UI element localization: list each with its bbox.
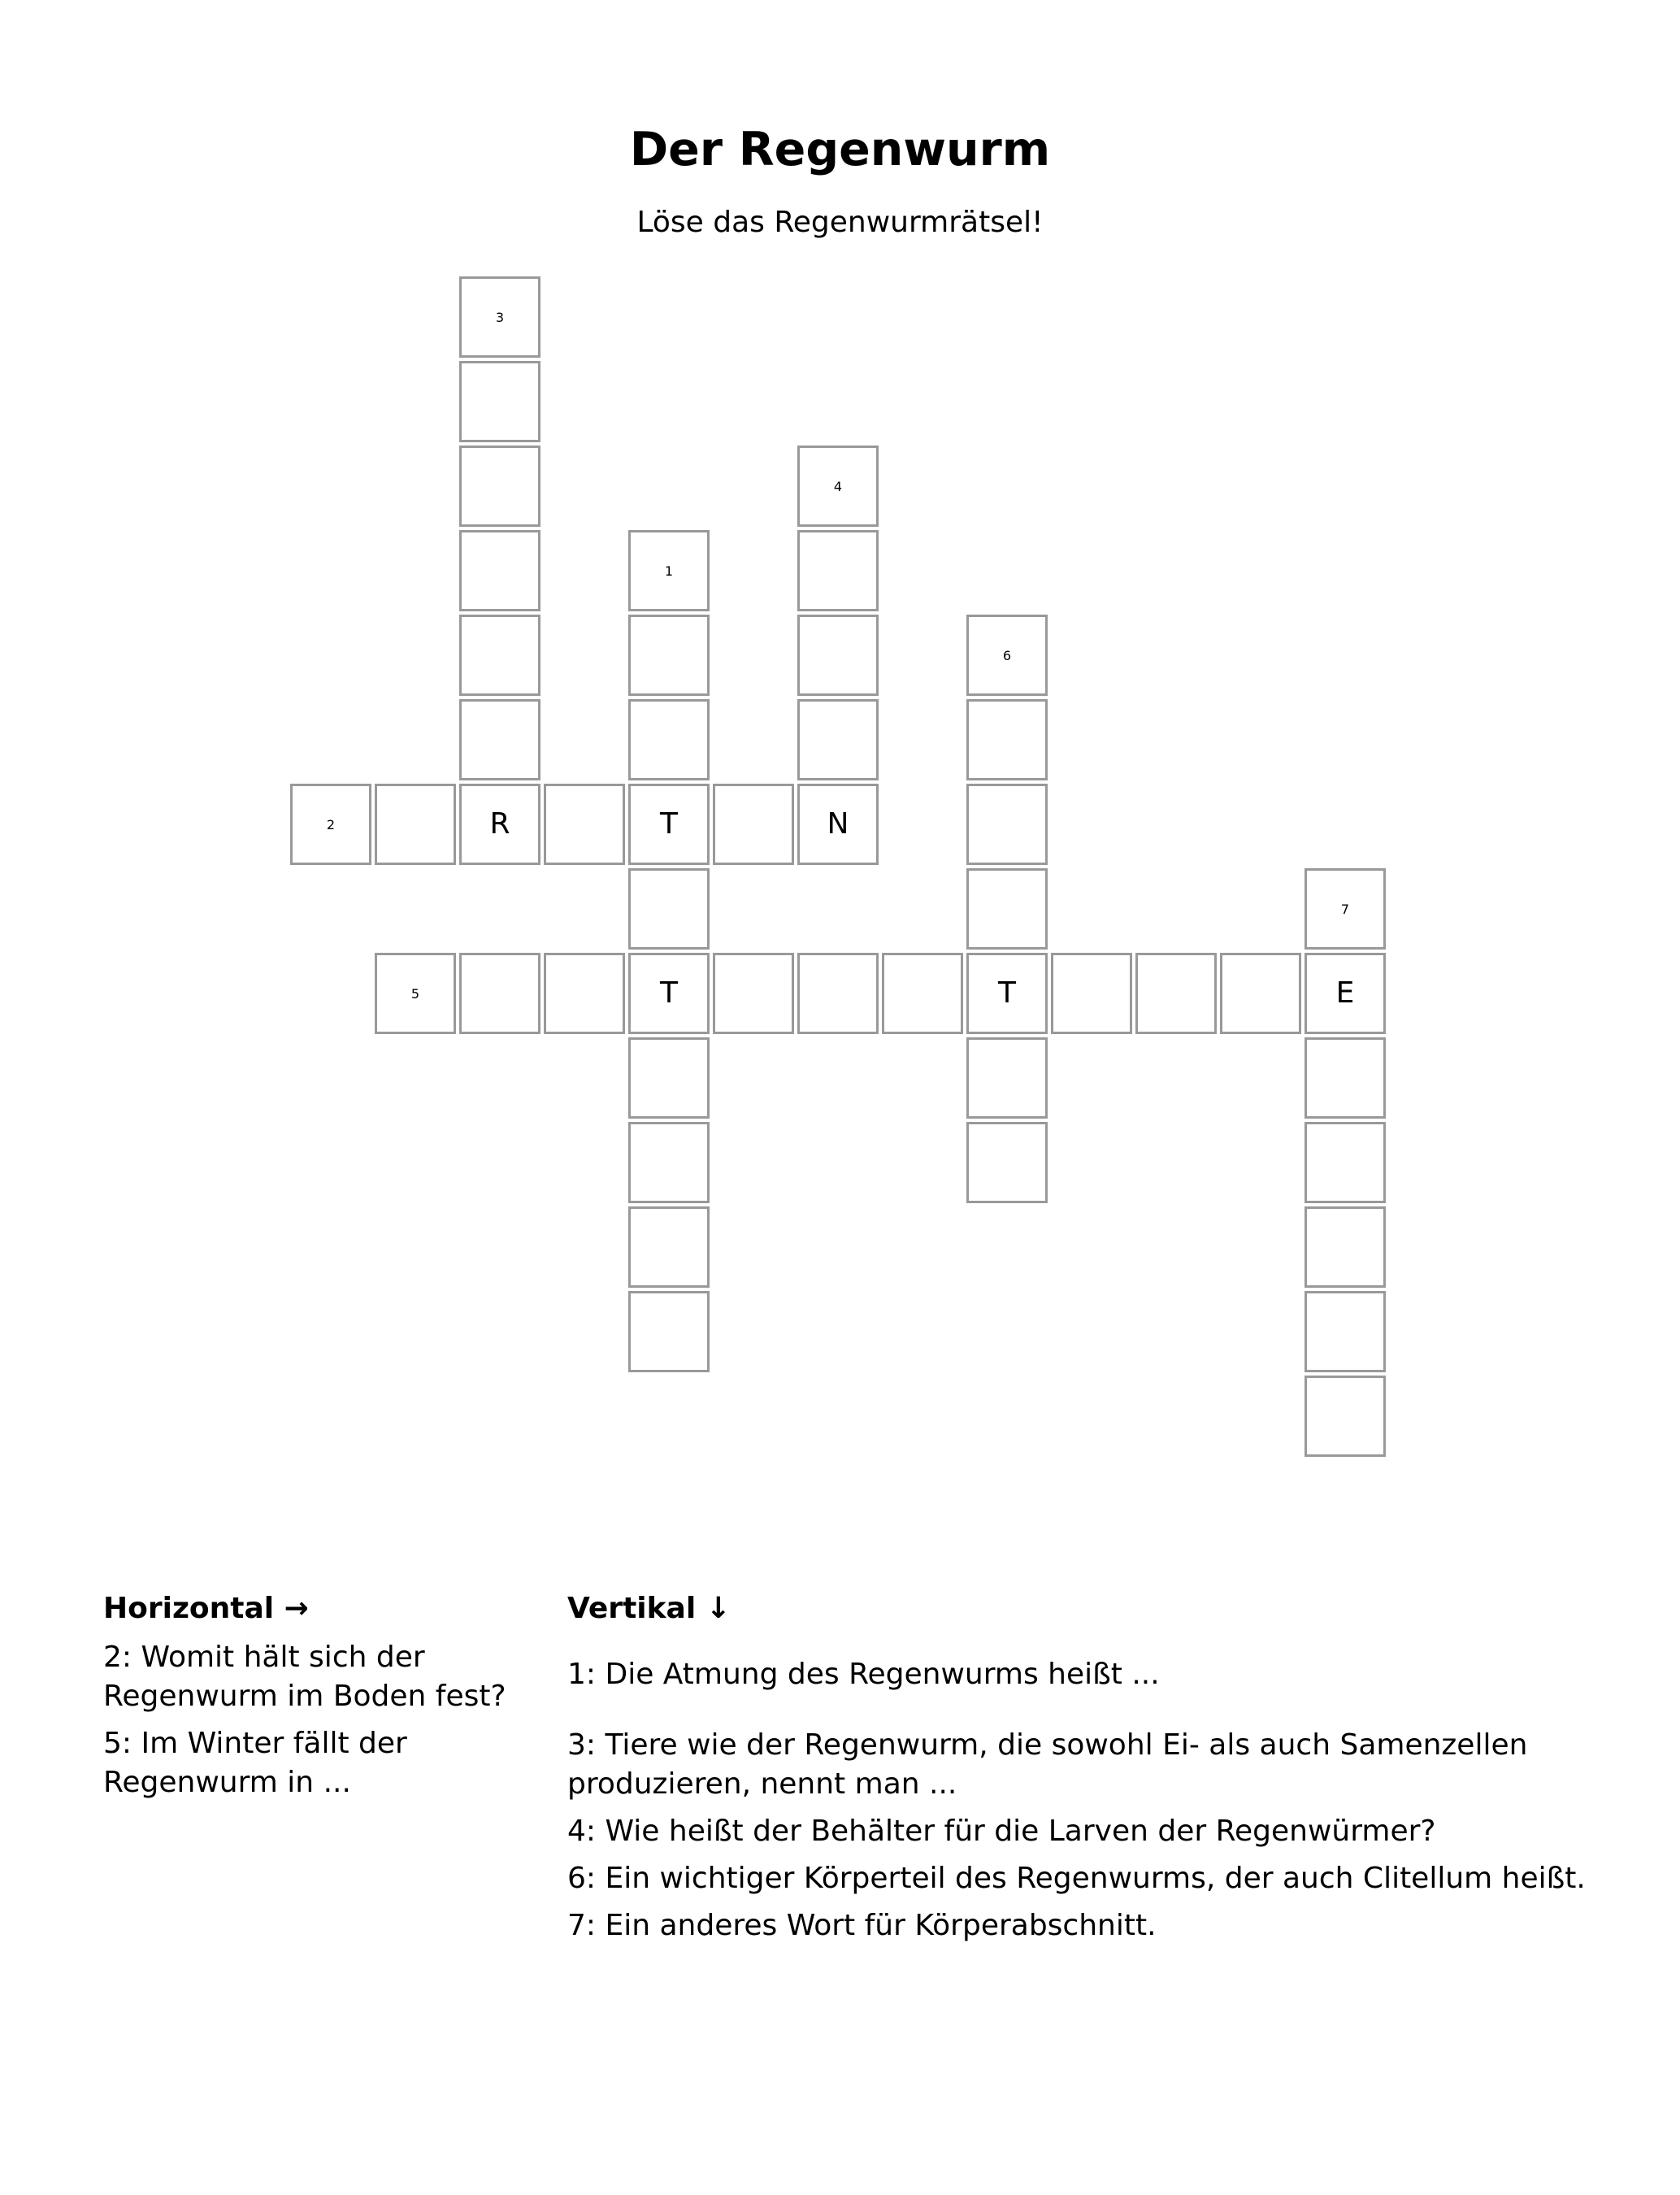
crossword-cell[interactable]: [375, 784, 456, 865]
clue-vertical-7: 7: Ein anderes Wort für Körperabschnitt.: [567, 1909, 1157, 1942]
crossword-cell[interactable]: [628, 615, 710, 696]
crossword-cell[interactable]: [797, 699, 879, 780]
crossword-cell[interactable]: [459, 276, 540, 358]
clue-horizontal-2: 2: Womit hält sich der Regenwurm im Boden fest?: [103, 1641, 506, 1713]
page-subtitle: Löse das Regenwurmrätsel!: [636, 206, 1044, 239]
crossword-cell[interactable]: [628, 1291, 710, 1372]
clue-number: 5: [410, 986, 420, 1002]
crossword-cell[interactable]: [797, 784, 879, 865]
clue-number: 2: [326, 817, 336, 832]
prefilled-letter: T: [660, 976, 678, 1010]
crossword-cell[interactable]: [797, 530, 879, 611]
crossword-cell[interactable]: [459, 361, 540, 442]
crossword-cell[interactable]: [1220, 953, 1301, 1034]
crossword-cell[interactable]: [628, 530, 710, 611]
prefilled-letter: N: [827, 807, 849, 841]
crossword-cell[interactable]: [966, 868, 1048, 950]
crossword-cell[interactable]: [1304, 868, 1386, 950]
horizontal-clue-list: [103, 1638, 542, 1802]
crossword-cell[interactable]: [459, 784, 540, 865]
clue-vertical-6: 6: Ein wichtiger Körperteil des Regenwurms, der auch Clitellum heißt.: [567, 1862, 1586, 1895]
crossword-cell[interactable]: [459, 699, 540, 780]
crossword-cell[interactable]: [966, 1037, 1048, 1119]
crossword-cell[interactable]: [628, 868, 710, 950]
vertical-clue-list: [567, 1638, 1624, 1945]
crossword-cell[interactable]: [628, 953, 710, 1034]
crossword-cell[interactable]: [628, 1037, 710, 1119]
crossword-cell[interactable]: [713, 784, 794, 865]
clue-number: 1: [664, 563, 674, 579]
clue-vertical-4: 4: Wie heißt der Behälter für die Larven der Regenwürmer?: [567, 1815, 1436, 1848]
clue-vertical-1: 1: Die Atmung des Regenwurms heißt ...: [567, 1658, 1160, 1691]
prefilled-letter: T: [998, 976, 1016, 1010]
crossword-cell[interactable]: [290, 784, 371, 865]
crossword-cell[interactable]: [797, 446, 879, 527]
page-title: Der Regenwurm: [629, 123, 1051, 176]
crossword-cell[interactable]: [375, 953, 456, 1034]
prefilled-letter: E: [1335, 976, 1355, 1010]
crossword-cell[interactable]: [1304, 1206, 1386, 1288]
crossword-cell[interactable]: [966, 1122, 1048, 1203]
crossword-cell[interactable]: [544, 784, 625, 865]
horizontal-clues-heading: Horizontal →: [103, 1592, 309, 1625]
crossword-cell[interactable]: [1304, 1376, 1386, 1457]
crossword-cell[interactable]: [966, 784, 1048, 865]
crossword-cell[interactable]: [459, 446, 540, 527]
clue-horizontal-5: 5: Im Winter fällt der Regenwurm in ...: [103, 1727, 407, 1799]
crossword-cell[interactable]: [628, 1122, 710, 1203]
vertical-clues-heading: Vertikal ↓: [567, 1592, 731, 1625]
crossword-cell[interactable]: [1304, 1291, 1386, 1372]
clue-number: 3: [495, 310, 505, 325]
crossword-cell[interactable]: [797, 953, 879, 1034]
crossword-cell[interactable]: [628, 1206, 710, 1288]
crossword-cell[interactable]: [966, 615, 1048, 696]
crossword-cell[interactable]: [1135, 953, 1217, 1034]
clue-number: 4: [833, 479, 843, 494]
crossword-cell[interactable]: [966, 953, 1048, 1034]
clue-number: 7: [1340, 902, 1350, 917]
crossword-cell[interactable]: [628, 699, 710, 780]
crossword-cell[interactable]: [1304, 1122, 1386, 1203]
crossword-cell[interactable]: [797, 615, 879, 696]
crossword-cell[interactable]: [713, 953, 794, 1034]
crossword-cell[interactable]: [1051, 953, 1132, 1034]
crossword-cell[interactable]: [966, 699, 1048, 780]
crossword-cell[interactable]: [459, 953, 540, 1034]
crossword-cell[interactable]: [459, 615, 540, 696]
crossword-cell[interactable]: [1304, 953, 1386, 1034]
crossword-cell[interactable]: [544, 953, 625, 1034]
crossword-cell[interactable]: [459, 530, 540, 611]
crossword-cell[interactable]: [1304, 1037, 1386, 1119]
prefilled-letter: R: [489, 807, 510, 841]
crossword-cell[interactable]: [882, 953, 963, 1034]
clue-vertical-3: 3: Tiere wie der Regenwurm, die sowohl Ei- als auch Samenzellen produzieren, nennt man ...: [567, 1728, 1528, 1801]
clue-number: 6: [1002, 648, 1012, 663]
prefilled-letter: T: [660, 807, 678, 841]
crossword-cell[interactable]: [628, 784, 710, 865]
